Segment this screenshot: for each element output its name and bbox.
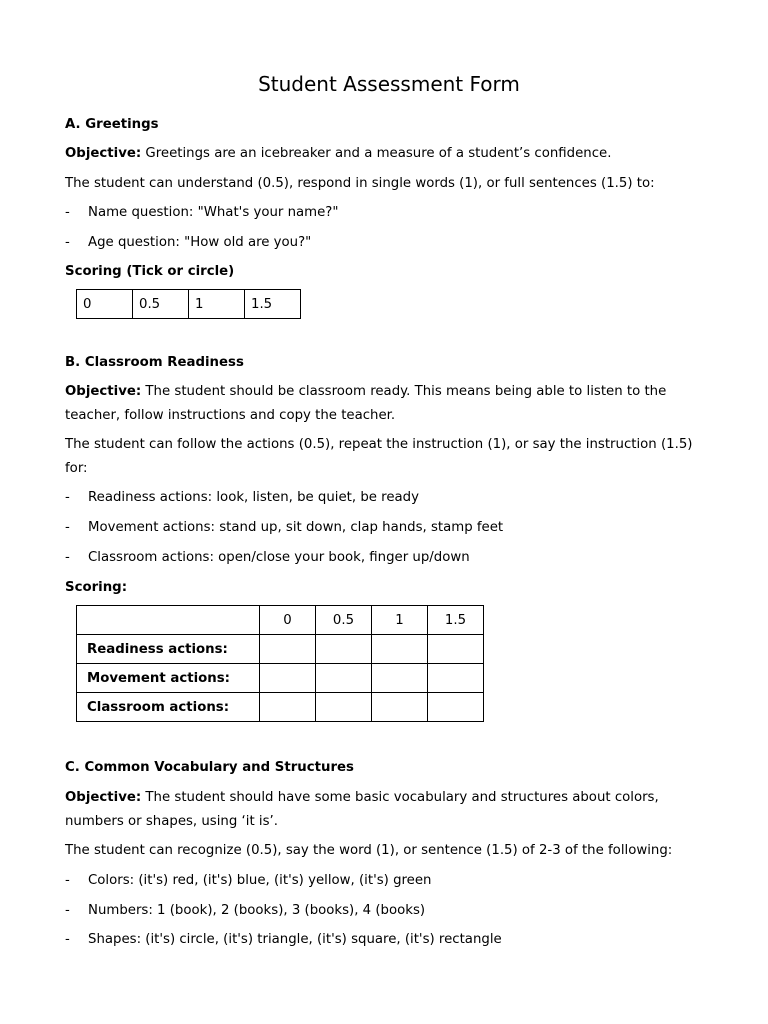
score-cell[interactable] xyxy=(372,693,428,722)
list-item-text: Numbers: 1 (book), 2 (books), 3 (books), 4 (books) xyxy=(88,903,426,918)
score-cell[interactable]: 0 xyxy=(77,290,133,319)
list-item xyxy=(65,488,419,508)
section-c-heading: C. Common Vocabulary and Structures xyxy=(65,760,354,775)
score-cell[interactable]: 1 xyxy=(189,290,245,319)
list-item-text: Shapes: (it's) circle, (it's) triangle, (it's) square, (it's) rectangle xyxy=(88,932,502,947)
section-c-intro: The student can recognize (0.5), say the word (1), or sentence (1.5) of 2-3 of the following: xyxy=(65,843,673,858)
score-cell[interactable]: 0.5 xyxy=(133,290,189,319)
score-cell[interactable] xyxy=(428,635,484,664)
score-cell[interactable] xyxy=(316,664,372,693)
section-a-heading: A. Greetings xyxy=(65,117,159,132)
list-item xyxy=(65,518,503,538)
list-item xyxy=(65,233,311,253)
table-row xyxy=(77,664,484,693)
bullet-marker: - xyxy=(65,205,70,220)
score-header: 1.5 xyxy=(428,606,484,635)
list-item xyxy=(65,548,470,568)
list-item-text: Colors: (it's) red, (it's) blue, (it's) yellow, (it's) green xyxy=(88,873,432,888)
list-item xyxy=(65,930,502,950)
list-item-text: Movement actions: stand up, sit down, clap hands, stamp feet xyxy=(88,520,504,535)
empty-header-cell xyxy=(77,606,260,635)
list-item xyxy=(65,871,431,891)
bullet-marker: - xyxy=(65,873,70,888)
score-cell[interactable] xyxy=(260,693,316,722)
list-item xyxy=(65,901,425,921)
table-header-row xyxy=(77,606,484,635)
row-label: Classroom actions: xyxy=(77,693,260,722)
objective-label: Objective: xyxy=(65,384,142,399)
section-b-heading: B. Classroom Readiness xyxy=(65,355,244,370)
section-b-objective xyxy=(65,380,718,428)
score-cell[interactable] xyxy=(316,693,372,722)
score-cell[interactable] xyxy=(372,635,428,664)
score-cell[interactable] xyxy=(428,664,484,693)
bullet-marker: - xyxy=(65,903,70,918)
list-item-text: Classroom actions: open/close your book, finger up/down xyxy=(88,550,470,565)
section-a-objective xyxy=(65,144,718,164)
objective-text: Greetings are an icebreaker and a measure of a student’s confidence. xyxy=(141,146,612,161)
score-cell[interactable] xyxy=(260,635,316,664)
table-row xyxy=(77,635,484,664)
bullet-marker: - xyxy=(65,932,70,947)
score-header: 0 xyxy=(260,606,316,635)
page-title: Student Assessment Form xyxy=(258,72,520,96)
bullet-marker: - xyxy=(65,235,70,250)
objective-label: Objective: xyxy=(65,146,142,161)
section-a-scoring-label: Scoring (Tick or circle) xyxy=(65,264,235,279)
score-cell[interactable] xyxy=(260,664,316,693)
list-item-text: Readiness actions: look, listen, be quiet, be ready xyxy=(88,490,419,505)
objective-text: The student should have some basic vocabulary and structures about colors, numbers or shapes, using ‘it is’. xyxy=(65,790,659,829)
table-row xyxy=(77,693,484,722)
objective-label: Objective: xyxy=(65,790,142,805)
scoring-table-b xyxy=(76,605,484,722)
bullet-marker: - xyxy=(65,490,70,505)
row-label: Readiness actions: xyxy=(77,635,260,664)
bullet-marker: - xyxy=(65,550,70,565)
section-b-intro: The student can follow the actions (0.5), repeat the instruction (1), or say the instruction (1.5) for: xyxy=(65,437,693,476)
score-header: 0.5 xyxy=(316,606,372,635)
list-item-text: Name question: "What's your name?" xyxy=(88,205,339,220)
bullet-marker: - xyxy=(65,520,70,535)
score-header: 1 xyxy=(372,606,428,635)
objective-text: The student should be classroom ready. This means being able to listen to the teacher, follow instructions and copy the teacher. xyxy=(65,384,667,423)
section-b-scoring-label: Scoring: xyxy=(65,580,128,595)
table-row xyxy=(77,290,301,319)
list-item xyxy=(65,203,338,223)
section-a-intro: The student can understand (0.5), respond in single words (1), or full sentences (1.5) to: xyxy=(65,176,655,191)
score-cell[interactable] xyxy=(316,635,372,664)
row-label: Movement actions: xyxy=(77,664,260,693)
score-cell[interactable] xyxy=(428,693,484,722)
score-cell[interactable]: 1.5 xyxy=(245,290,301,319)
scoring-table-a xyxy=(76,289,301,319)
list-item-text: Age question: "How old are you?" xyxy=(88,235,312,250)
section-c-objective xyxy=(65,786,718,834)
score-cell[interactable] xyxy=(372,664,428,693)
